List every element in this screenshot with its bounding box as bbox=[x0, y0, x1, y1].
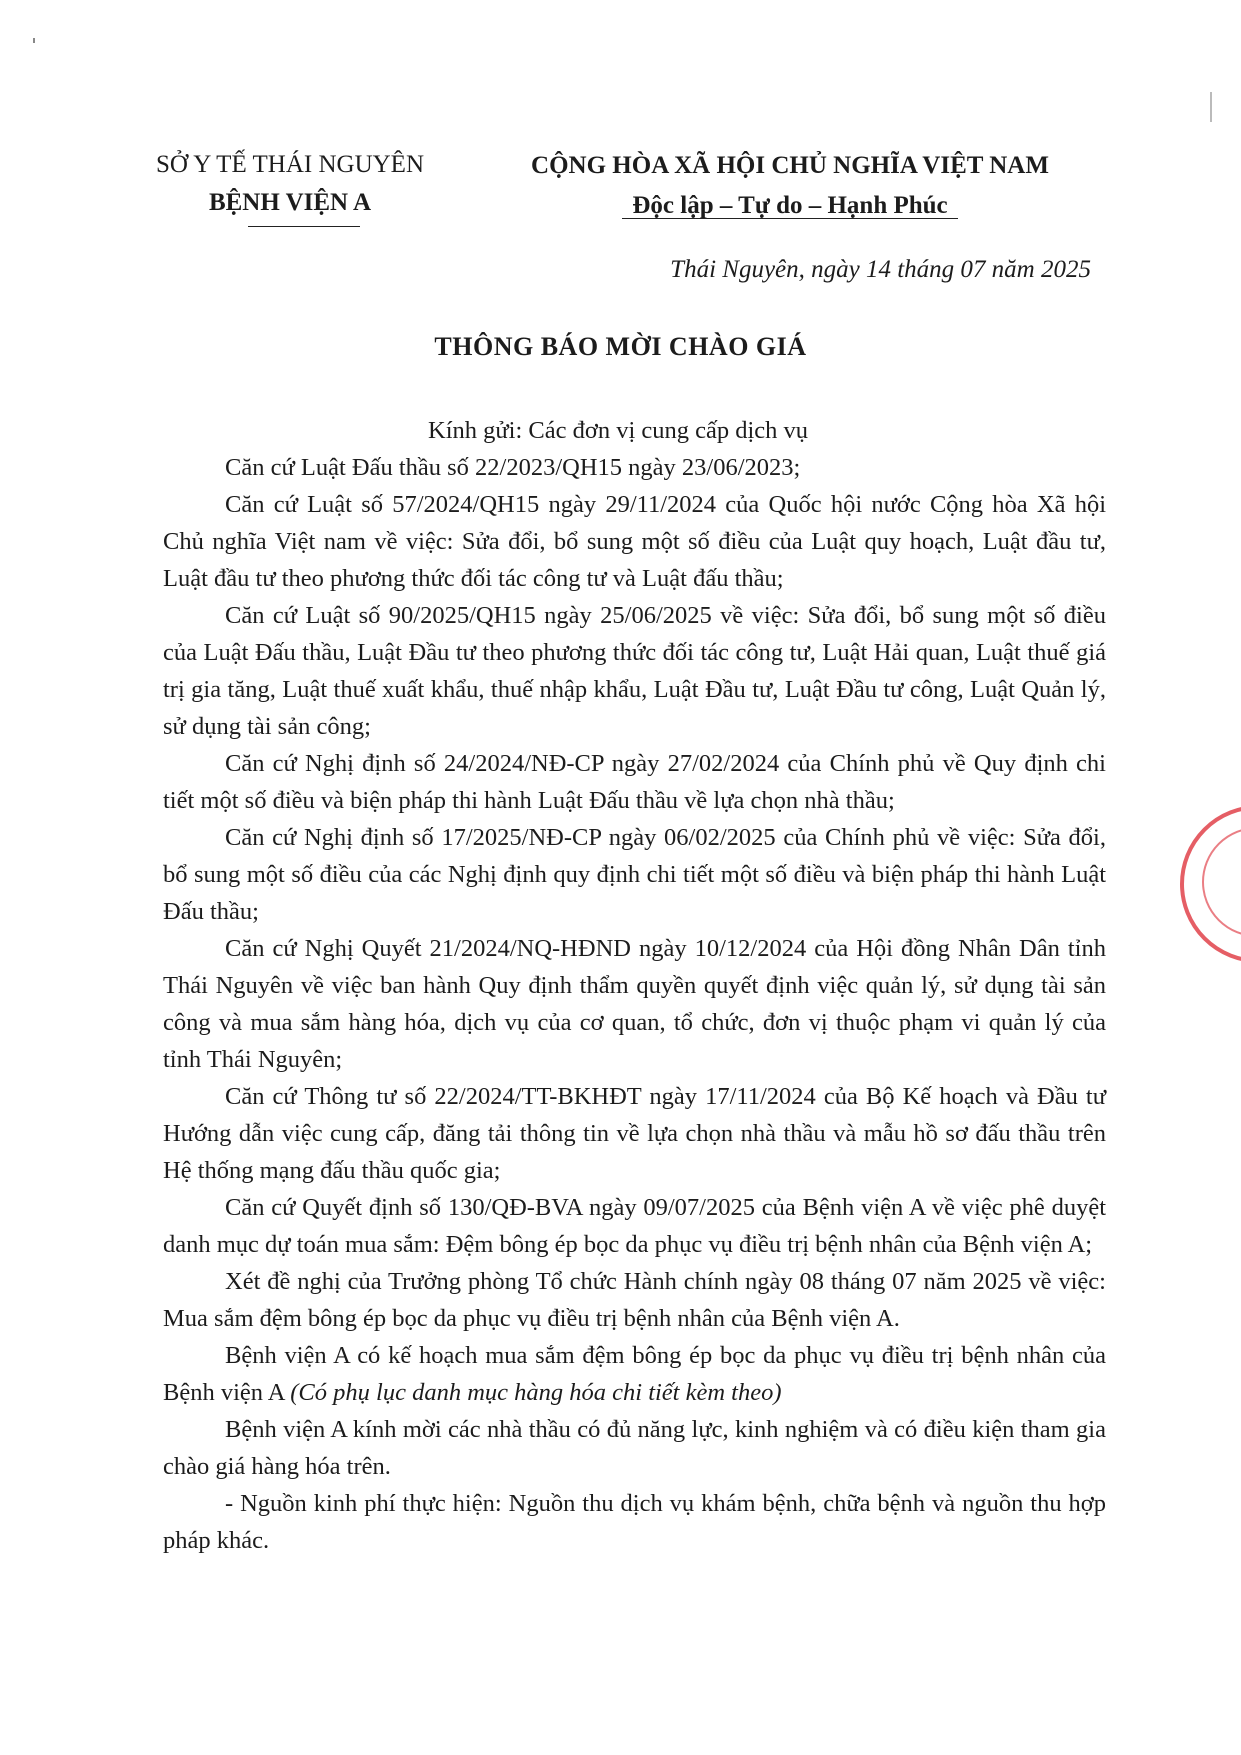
appendix-note: (Có phụ lục danh mục hàng hóa chi tiết kèm theo) bbox=[290, 1379, 782, 1406]
plan-text: Bệnh viện A có kế hoạch mua sắm đệm bông ép bọc da phục vụ điều trị bệnh nhân của Bệnh viện A bbox=[163, 1342, 1106, 1406]
basis-paragraph: Căn cứ Luật Đấu thầu số 22/2023/QH15 ngày 23/06/2023; bbox=[225, 454, 801, 481]
basis-paragraph: Căn cứ Nghị định số 17/2025/NĐ-CP ngày 06/02/2025 của Chính phủ về việc: Sửa đổi, bổ sung một số điều của các Nghị định quy định chi tiết một số điều và biện pháp thi hành Luật Đấu thầu; bbox=[163, 824, 1106, 925]
scan-speck bbox=[1210, 92, 1212, 122]
basis-paragraph: Căn cứ Luật số 57/2024/QH15 ngày 29/11/2024 của Quốc hội nước Cộng hòa Xã hội Chủ nghĩa Việt nam về việc: Sửa đổi, bổ sung một số điều của Luật quy hoạch, Luật đầu tư, Luật đầu tư theo phương thức đối tác công tư và Luật đấu thầu; bbox=[163, 491, 1106, 592]
plan-paragraph bbox=[163, 1337, 1106, 1411]
seal-inner-ring bbox=[1202, 827, 1241, 937]
scan-speck bbox=[33, 38, 35, 43]
document-body bbox=[163, 412, 1106, 1559]
country-name: CỘNG HÒA XÃ HỘI CHỦ NGHĨA VIỆT NAM bbox=[531, 152, 1049, 179]
basis-paragraph: Căn cứ Thông tư số 22/2024/TT-BKHĐT ngày 17/11/2024 của Bộ Kế hoạch và Đầu tư Hướng dẫn việc cung cấp, đăng tải thông tin về lựa chọn nhà thầu và mẫu hồ sơ đấu thầu trên Hệ thống mạng đấu thầu quốc gia; bbox=[163, 1083, 1106, 1184]
issuing-organization bbox=[140, 146, 440, 222]
hospital-name: BỆNH VIỆN A bbox=[208, 189, 372, 216]
basis-paragraph: Xét đề nghị của Trưởng phòng Tổ chức Hành chính ngày 08 tháng 07 năm 2025 về việc: Mua sắm đệm bông ép bọc da phục vụ điều trị bệnh nhân của Bệnh viện A. bbox=[163, 1268, 1106, 1332]
date-line: Thái Nguyên, ngày 14 tháng 07 năm 2025 bbox=[670, 256, 1091, 283]
basis-paragraph: Căn cứ Nghị định số 24/2024/NĐ-CP ngày 27/02/2024 của Chính phủ về Quy định chi tiết một số điều và biện pháp thi hành Luật Đấu thầu về lựa chọn nhà thầu; bbox=[163, 750, 1106, 814]
basis-paragraph: Căn cứ Nghị Quyết 21/2024/NQ-HĐND ngày 10/12/2024 của Hội đồng Nhân Dân tỉnh Thái Nguyên về việc ban hành Quy định thẩm quyền quyết định việc quản lý, sử dụng tài sản công và mua sắm hàng hóa, dịch vụ của cơ quan, tổ chức, đơn vị thuộc phạm vi quản lý của tỉnh Thái Nguyên; bbox=[163, 935, 1106, 1073]
basis-paragraph: Căn cứ Quyết định số 130/QĐ-BVA ngày 09/07/2025 của Bệnh viện A về việc phê duyệt danh mục dự toán mua sắm: Đệm bông ép bọc da phục vụ điều trị bệnh nhân của Bệnh viện A; bbox=[163, 1194, 1106, 1258]
hospital-underline bbox=[248, 226, 360, 227]
motto-underline bbox=[622, 218, 958, 219]
parent-agency: SỞ Y TẾ THÁI NGUYÊN bbox=[155, 151, 425, 178]
basis-paragraph: Căn cứ Luật số 90/2025/QH15 ngày 25/06/2025 về việc: Sửa đổi, bổ sung một số điều của Luật Đấu thầu, Luật Đầu tư theo phương thức đối tác công tư, Luật Hải quan, Luật thuế giá trị gia tăng, Luật thuế xuất khẩu, thuế nhập khẩu, Luật Đầu tư, Luật Đầu tư công, Luật Quản lý, sử dụng tài sản công; bbox=[163, 602, 1106, 740]
motto: Độc lập – Tự do – Hạnh Phúc bbox=[632, 192, 948, 219]
recipient-line: Kính gửi: Các đơn vị cung cấp dịch vụ bbox=[428, 417, 809, 444]
invitation-paragraph: Bệnh viện A kính mời các nhà thầu có đủ năng lực, kinh nghiệm và có điều kiện tham gia chào giá hàng hóa trên. bbox=[163, 1416, 1106, 1480]
national-motto bbox=[505, 146, 1075, 226]
document-title: THÔNG BÁO MỜI CHÀO GIÁ bbox=[434, 332, 807, 361]
funding-paragraph: - Nguồn kinh phí thực hiện: Nguồn thu dịch vụ khám bệnh, chữa bệnh và nguồn thu hợp pháp khác. bbox=[163, 1490, 1106, 1554]
red-seal-stamp bbox=[1180, 805, 1241, 963]
